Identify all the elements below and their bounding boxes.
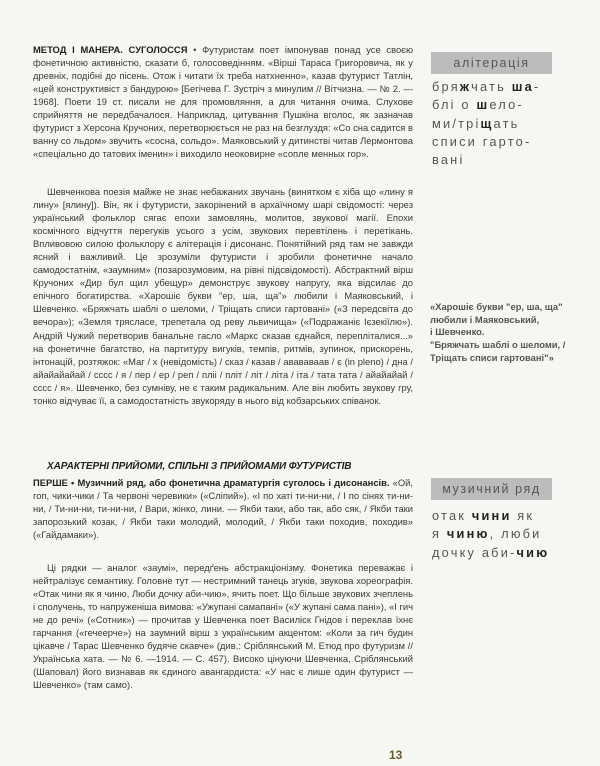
example-line [432, 507, 549, 525]
body-paragraph: Шевченкова поезія майже не знає небажаних звучань (винятком є хіба що «лину я лину» [ялину]). Він, як і футуристи, закорінений в архаїчному шарі свідомості: через український фольклор сягає епохи замовлянь, молитов, звукової магії. Епохи космічного відчуття перегуків усього з усім, звукових перевтілень і перетікань. Впливовою силою фольклору є алітерація і дисонанс. Понятійний ряд там не завжди ясний і важливий. Це зрозуміли футуристи і зробили фонетичне начало самодостатнім, «заумним» (позарозумовим, на рівні підсвідомості). Абстрактний вірш Кручоних «Дир бул щил убещур» демонструє звукову напругу, яка відсилає до епічного богатирства. «Харошіє букви "ер, ша, ща"» любили і Маяковський, і Шевченко. «Бряжчать шаблі о шеломи, / Тріщать списи гартовані» («З передсвіта до вечора»); «Земля трясласе, трепетала од реву львичища» («Подражаніє Ієзекіїлю»). Андрій Чужий перетворив банальне гасло «Маркс сказав єднайся, перепліталися...» на фонетичне багатство, на партитуру вигуків, темпів, ритмів, зупинок, прискорень, інтонацій, розтяжок: «Маг / х (невідомість) / сказ / казав / авававаав / є (in pleno) / дна / айайайайай / сссс / я / пер / ер / реп / пліі / пліт / літ / літа / іта / тата тата / айайайай / сссс / я». Шевченко, без сумніву, не є таким радикальним. Але він любить звукову гру, тонко відчуває її, а самодостатність звукоряду в нього від кобзарських співанок. [33, 186, 413, 406]
quote-line: і Шевченко. [430, 326, 485, 338]
text: як [511, 508, 535, 523]
body-paragraph: Ці рядки — аналог «заумі», передґень абстракціонізму. Фонетика переважає і нейтралізує семантику. Головне тут — нестримний танець згуків, звукова хореографія. «Отак чини як я чиню, Люби дочку аби-чию», ячить поет. Що більше звукових зчеплень і сполучень, то напруженіша вимова: «Ужупані самапані» («У жупані сама пані»), «І гич не до речі» («Сотник») — прочитав у Шевченка поет Василіск Гнідов і переклав їхнє гарчання («гечеерче») на заумний вірш з українським акцентом: «Коли за гич будин цікавче / Тарас Шевченко будяче скавче» (див.: Сріблянський М. Етюд про футуризм // Українська хата. — № 6. —1914. — С. 457). Високо цінуючи Шевченка, Сріблянський (Шаповал) його визнавав як єдиного авангардиста: «У нас є лише один футурист — Шевченко» (там само). [33, 562, 413, 691]
music-tag: музичний ряд [431, 478, 552, 500]
text: - [533, 79, 541, 94]
text: я [432, 526, 447, 542]
text: бря [432, 79, 460, 94]
text: чать [471, 79, 512, 94]
example-line [432, 544, 549, 562]
highlighted-sound: чиню [446, 526, 490, 542]
section-heading: МЕТОД І МАНЕРА. СУГОЛОССЯ [33, 44, 188, 55]
text: , люби [489, 526, 542, 542]
example-line [432, 96, 540, 114]
lead-text: ПЕРШЕ • Музичний ряд, або фонетична драматургія суголось і дисонансів. [33, 477, 390, 488]
text: вані [432, 152, 465, 168]
example-line [432, 78, 540, 96]
quote-line: "Бряжчать шаблі о шеломи, / [430, 339, 566, 351]
pull-quote [430, 301, 600, 365]
body-text: Футуристам поет імпонував понад усе своєю фонетичною активністю, сказати б, голосоведінням. «Вірші Тараса Григоровича, як у древніх, подібні до пісень. Отож і читати їх треба натхненно», казав футурист Татлін, «цей конструктивіст з бандурою» [Бегічева Г. Зустріч з минулим // Вітчизна. — № 2. — 1968]. Поети 19 ст. писали не для промовляння, а для читання очима. Слухове сприйняття не передбачалося. Наприклад, цитування Пушкіна вголос, як зазначав футурист з Херсона Кручоних, перетворюється не раз на безглуздя: «Со сна садится в ванну со льдом» звучить «сосна, сольдо». Маяковський у дитинстві читав Лермонтова «спеціально до татових іменин» і виходило неоковирне «сопле менных гор». [33, 44, 413, 160]
example-line [432, 525, 549, 543]
text: отак [432, 508, 472, 523]
text: блі о [432, 97, 477, 113]
text: ми/трі [432, 115, 481, 131]
highlighted-sound: чини [471, 508, 512, 523]
text: ело- [489, 97, 524, 113]
text: списи гарто- [432, 133, 532, 149]
music-example [432, 507, 549, 562]
highlighted-sound: чию [516, 544, 550, 560]
example-line [432, 151, 540, 169]
section-heading: ХАРАКТЕРНІ ПРИЙОМИ, СПІЛЬНІ З ПРИЙОМАМИ ФУТУРИСТІВ [47, 461, 352, 472]
section-method: МЕТОД І МАНЕРА. СУГОЛОССЯ • Футуристам поет імпонував понад усе своєю фонетичною активністю, сказати б, голосоведінням. «Вірші Тараса Григоровича, як у древніх, подібні до пісень. Отож і читати їх треба натхненно», казав футурист Татлін, «цей конструктивіст з бандурою» [Бегічева Г. Зустріч з минулим // Вітчизна. — № 2. — 1968]. Поети 19 ст. писали не для промовляння, а для читання очима. Слухове сприйняття не передбачалося. Наприклад, цитування Пушкіна вголос, як зазначав футурист з Херсона Кручоних, перетворюється не раз на безглуздя: «Со сна садится в ванну со льдом» звучить «сосна, сольдо». Маяковський у дитинстві читав Лермонтова «спеціально до татових іменин» і виходило неоковирне «сопле менных гор». [33, 44, 413, 160]
alliteration-example [432, 78, 540, 169]
page-number: 13 [389, 748, 403, 762]
highlighted-sound: ш [476, 97, 490, 113]
highlighted-sound: ша [511, 79, 534, 94]
body-paragraph: ПЕРШЕ • Музичний ряд, або фонетична драматургія суголось і дисонансів. «Ой, гоп, чики-чики / Та червоні черевики» («Сліпий»). «І по хаті ти-ни-ни, / І по сінях ти-ни-ни, / Ти-ни-ни, ти-ни-ни, / Вари, жінко, лини. — Якби таки, або так, або сяк, / Якби таки запорозький козак, / Якби таки молодий, молодий, / Якби таки походив, походив» («Гайдамаки»). [33, 477, 414, 541]
alliteration-tag: алітерація [431, 52, 552, 74]
text: ать [493, 115, 520, 131]
quote-line: любили і Маяковський, [430, 313, 540, 325]
example-line [432, 115, 540, 133]
text: дочку аби- [432, 544, 517, 560]
quote-line: «Харошіє букви "ер, ша, ща" [430, 301, 563, 312]
example-line [432, 133, 540, 151]
quote-line: Тріщать списи гартовані"» [430, 351, 554, 363]
highlighted-sound: щ [480, 115, 494, 131]
highlighted-sound: ж [459, 79, 472, 94]
